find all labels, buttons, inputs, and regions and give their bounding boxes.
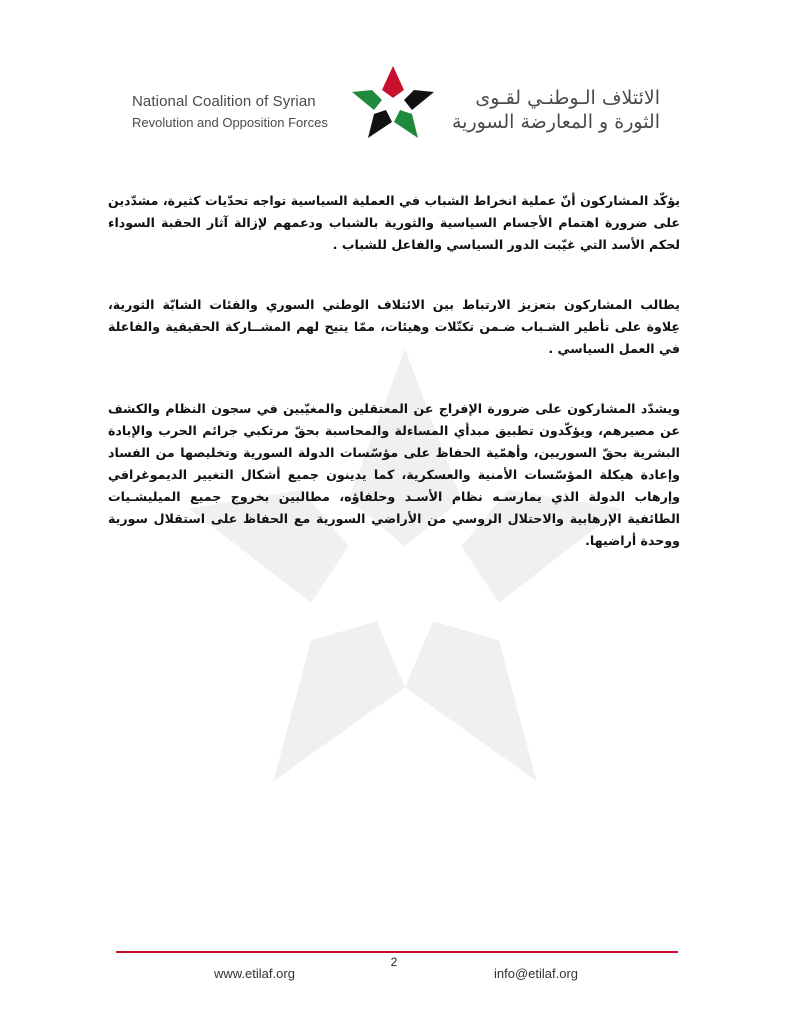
paragraph-3: ويشدّد المشاركون على ضرورة الإفراج عن المعتقلين والمغيّبين في سجون النظام والكشف عن مصيرهم، ويؤكّدون تطبيق مبدأي المساءلة والمحاسبة بحقّ مرتكبي جرائم الحرب والإبادة البشرية بحقّ السوريين، وأهمّية الحفاظ على مؤسّسات الدولة السورية وتخليصها من الفساد وإعادة هيكلة المؤسّسات الأمنية والعسكرية، كما يدينون جميع أشكال التغيير الديموغرافي وإرهاب الدولة الذي يمارسـه نظام الأسـد وحلفاؤه، مطالبين بخروج جميع الميليشـيات الطائفية الإرهابية والاحتلال الروسي من الأراضي السورية مع الحفاظ على استقلال سورية ووحدة أراضيها. <box>108 401 680 548</box>
star-logo-icon <box>350 64 436 140</box>
paragraph-2: يطالب المشاركون بتعزيز الارتباط بين الائتلاف الوطني السوري والفئات الشابّة الثورية، عِلاوة على تأطير الشـباب ضـمن تكتّلات وهيئات، ممّا يتيح لهم المشــاركة الحقيقية والفاعلة في العمل السياسي . <box>108 297 680 356</box>
footer-divider <box>116 951 678 953</box>
header-english-line1: National Coalition of Syrian <box>132 93 316 110</box>
paragraph-1: يؤكّد المشاركون أنّ عملية انخراط الشباب في العملية السياسية تواجه تحدّيات كثيرة، مشدّدين على ضرورة اهتمام الأجسام السياسية والثورية بالشباب ودعمهم لإزالة آثار الحقبة السوداء لحكم الأسد التي غيّبت الدور السياسي والفاعل للشباب . <box>108 193 680 252</box>
footer-email-link[interactable]: info@etilaf.org <box>494 966 579 981</box>
footer-website-link[interactable]: www.etilaf.org <box>214 966 295 981</box>
header-arabic <box>440 86 660 134</box>
header-english <box>132 92 328 132</box>
page-number: 2 <box>390 955 398 969</box>
header-english-line2: Revolution and Opposition Forces <box>132 115 328 130</box>
header-arabic-line1: الائتلاف الـوطنـي لقـوى <box>475 87 660 109</box>
document-body <box>108 190 680 590</box>
header-arabic-line2: الثورة و المعارضة السورية <box>451 111 660 133</box>
